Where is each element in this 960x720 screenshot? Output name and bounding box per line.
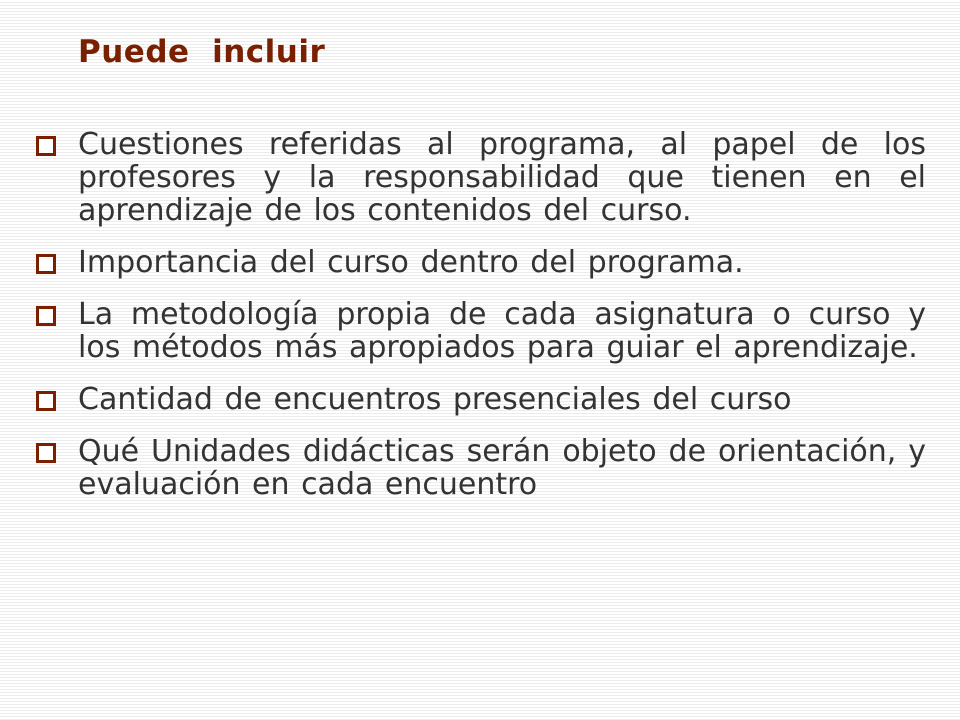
hollow-square-icon [36,391,56,411]
hollow-square-icon [36,443,56,463]
bullet-text: Cuestiones referidas al programa, al papel de los profesores y la responsabilidad que tienen en el aprendizaje de los contenidos del curso. [78,127,926,228]
bullet-list [34,128,926,520]
bullet-item [34,383,926,416]
bullet-text: Cantidad de encuentros presenciales del curso [78,382,792,417]
hollow-square-icon [36,306,56,326]
bullet-item [34,128,926,227]
bullet-item [34,435,926,501]
bullet-text: Qué Unidades didácticas serán objeto de orientación, y evaluación en cada encuentro [78,434,926,502]
bullet-item [34,298,926,364]
bullet-text: Importancia del curso dentro del programa. [78,245,744,280]
hollow-square-icon [36,254,56,274]
hollow-square-icon [36,136,56,156]
bullet-text: La metodología propia de cada asignatura o curso y los métodos más apropiados para guiar el aprendizaje. [78,297,926,365]
bullet-item [34,246,926,279]
slide-title: Puede incluir [78,34,326,70]
